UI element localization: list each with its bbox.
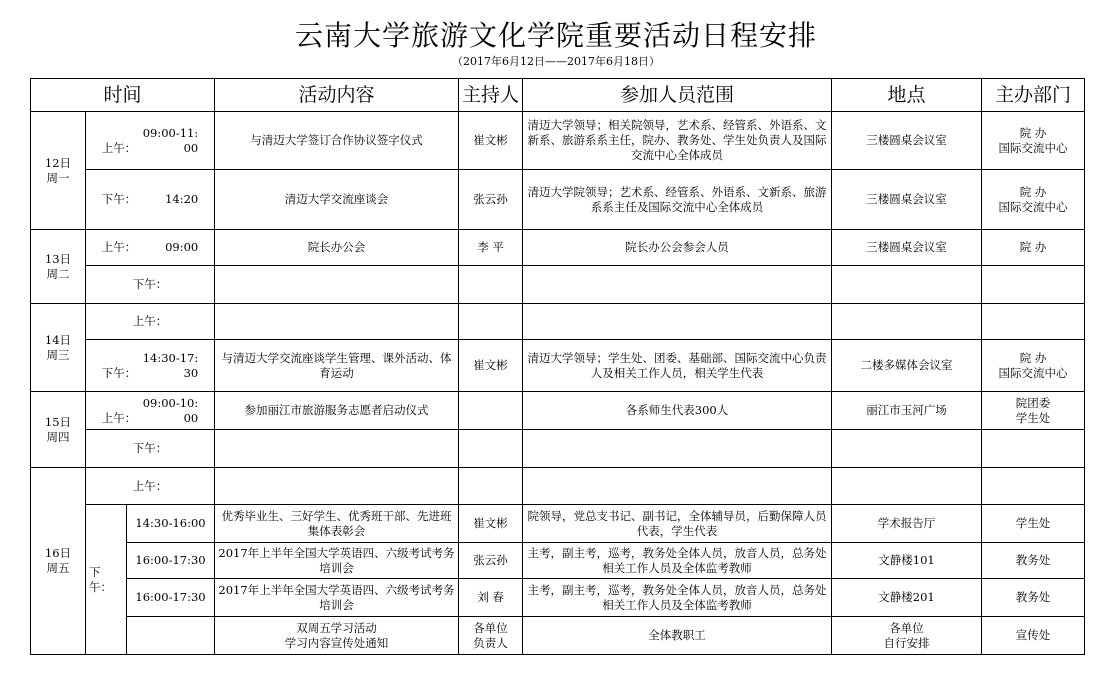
- content-cell: 与清迈大学签订合作协议签字仪式: [215, 112, 459, 170]
- location-cell: [832, 617, 982, 655]
- day-weekday: 周四: [46, 429, 70, 444]
- dept-line: 国际交流中心: [998, 365, 1068, 380]
- participants-cell: 清迈大学领导；学生处、团委、基础部、国际交流中心负责人及相关工作人员，相关学生代表: [523, 340, 832, 392]
- participants-cell: 院长办公会参会人员: [523, 230, 832, 266]
- day-weekday: 周一: [46, 170, 70, 185]
- time-cell: [86, 304, 215, 340]
- location-cell: 文静楼101: [832, 543, 982, 579]
- host-cell: 崔文彬: [459, 505, 523, 543]
- day-weekday: 周三: [46, 347, 70, 362]
- am-label: 上午：: [101, 140, 137, 155]
- participants-cell: 清迈大学院领导；艺术系、经管系、外语系、文新系、旅游系系主任及国际交流中心全体成员: [523, 170, 832, 230]
- content-cell: 2017年上半年全国大学英语四、六级考试考务培训会: [215, 543, 459, 579]
- dept-line: 院 办: [1019, 184, 1047, 199]
- host-cell: 李 平: [459, 230, 523, 266]
- day-cell-15: [31, 392, 86, 468]
- location-cell: 二楼多媒体会议室: [832, 340, 982, 392]
- participants-cell: 主考，副主考，巡考，教务处全体人员，放音人员，总务处相关工作人员及全体监考教师: [523, 579, 832, 617]
- dept-line: 院 办: [1019, 350, 1047, 365]
- day-weekday: 周五: [46, 561, 70, 575]
- host-line: 各单位: [473, 620, 508, 635]
- content-cell: 院长办公会: [215, 230, 459, 266]
- location-cell: 三楼圆桌会议室: [832, 230, 982, 266]
- day-cell-16: [31, 468, 86, 655]
- header-dept: 主办部门: [982, 79, 1085, 112]
- host-line: 负责人: [473, 635, 508, 650]
- location-line: 自行安排: [883, 635, 930, 650]
- dept-line: 国际交流中心: [998, 140, 1068, 155]
- time-value: 09:00-10:00: [142, 395, 199, 425]
- dept-cell: 教务处: [982, 543, 1085, 579]
- dept-cell: 学生处: [982, 505, 1085, 543]
- am-label: 上午：: [132, 314, 168, 328]
- time-cell: 16:00-17:30: [127, 543, 215, 579]
- host-cell: [459, 617, 523, 655]
- day-date: 14日: [44, 332, 72, 347]
- host-cell: 刘 春: [459, 579, 523, 617]
- content-line: 双周五学习活动: [296, 620, 377, 635]
- date-range-subtitle: （2017年6月12日——2017年6月18日）: [452, 55, 660, 68]
- dept-cell: 教务处: [982, 579, 1085, 617]
- content-cell: 2017年上半年全国大学英语四、六级考试考务培训会: [215, 579, 459, 617]
- content-cell: 与清迈大学交流座谈学生管理、课外活动、体育运动: [215, 340, 459, 392]
- schedule-table: [30, 78, 1085, 655]
- dept-line: 院 办: [1019, 125, 1047, 140]
- dept-cell: 院 办: [982, 230, 1085, 266]
- day-date: 16日: [44, 546, 72, 560]
- dept-line: 院团委: [1015, 395, 1051, 410]
- pm-label-cell: [86, 505, 127, 655]
- host-cell: 张云孙: [459, 170, 523, 230]
- dept-cell: [982, 392, 1085, 430]
- participants-cell: 全体教职工: [523, 617, 832, 655]
- header-location: 地点: [832, 79, 982, 112]
- participants-cell: 各系师生代表300人: [523, 392, 832, 430]
- pm-label: 下午：: [89, 564, 112, 594]
- time-cell: 14:30-16:00: [127, 505, 215, 543]
- day-cell-14: [31, 304, 86, 392]
- pm-label: 下午：: [132, 441, 168, 455]
- time-value: 09:00: [165, 240, 199, 254]
- table-row: [31, 543, 1085, 579]
- header-participants: 参加人员范围: [523, 79, 832, 112]
- time-value: 14:20: [165, 192, 199, 206]
- dept-cell: [982, 112, 1085, 170]
- participants-cell: 清迈大学领导；相关院领导，艺术系、经管系、外语系、文新系、旅游系系主任，院办、教务处、学生处负责人及国际交流中心全体成员: [523, 112, 832, 170]
- time-cell: [86, 468, 215, 505]
- table-row: [31, 579, 1085, 617]
- table-row: [31, 266, 1085, 304]
- header-time: 时间: [31, 79, 215, 112]
- dept-line: 学生处: [1015, 410, 1051, 425]
- location-cell: 丽江市玉河广场: [832, 392, 982, 430]
- host-cell: 崔文彬: [459, 112, 523, 170]
- location-cell: 学术报告厅: [832, 505, 982, 543]
- day-cell-12: [31, 112, 86, 230]
- time-cell: [86, 430, 215, 468]
- table-header-row: [31, 79, 1085, 112]
- time-cell: [86, 266, 215, 304]
- table-row: [31, 304, 1085, 340]
- day-date: 12日: [44, 155, 72, 170]
- host-cell: 张云孙: [459, 543, 523, 579]
- participants-cell: 主考，副主考，巡考，教务处全体人员，放音人员，总务处相关工作人员及全体监考教师: [523, 543, 832, 579]
- header-content: 活动内容: [215, 79, 459, 112]
- day-cell-13: [31, 230, 86, 304]
- location-line: 各单位: [889, 620, 924, 635]
- time-value: 14:30-17:30: [142, 350, 199, 380]
- day-date: 13日: [44, 251, 72, 266]
- page-title: 云南大学旅游文化学院重要活动日程安排: [294, 19, 817, 52]
- content-cell: 清迈大学交流座谈会: [215, 170, 459, 230]
- host-cell: 崔文彬: [459, 340, 523, 392]
- table-row: [31, 230, 1085, 266]
- am-label: 上午：: [132, 478, 168, 493]
- pm-label: 下午：: [101, 192, 137, 206]
- content-line: 学习内容宣传处通知: [284, 635, 389, 650]
- table-row: [31, 170, 1085, 230]
- table-row: [31, 112, 1085, 170]
- day-date: 15日: [44, 414, 72, 429]
- dept-cell: 宣传处: [982, 617, 1085, 655]
- content-cell: 优秀毕业生、三好学生、优秀班干部、先进班集体表彰会: [215, 505, 459, 543]
- table-row: [31, 392, 1085, 430]
- location-cell: 三楼圆桌会议室: [832, 112, 982, 170]
- time-cell: [86, 340, 215, 392]
- table-row: [31, 340, 1085, 392]
- dept-line: 国际交流中心: [998, 199, 1068, 214]
- content-cell: 参加丽江市旅游服务志愿者启动仪式: [215, 392, 459, 430]
- time-cell: [86, 112, 215, 170]
- table-row: [31, 617, 1085, 655]
- time-value: 09:00-11:00: [142, 125, 199, 155]
- participants-cell: 院领导，党总支书记、副书记，全体辅导员，后勤保障人员代表，学生代表: [523, 505, 832, 543]
- location-cell: 三楼圆桌会议室: [832, 170, 982, 230]
- day-weekday: 周二: [46, 266, 70, 281]
- time-cell: [86, 230, 215, 266]
- pm-label: 下午：: [101, 365, 137, 380]
- dept-cell: [982, 340, 1085, 392]
- content-cell: [215, 617, 459, 655]
- dept-cell: [982, 170, 1085, 230]
- pm-label: 下午：: [132, 277, 168, 291]
- am-label: 上午：: [101, 240, 137, 254]
- table-row: [31, 505, 1085, 543]
- table-row: [31, 430, 1085, 468]
- am-label: 上午：: [101, 410, 137, 425]
- header-host: 主持人: [459, 79, 523, 112]
- location-cell: 文静楼201: [832, 579, 982, 617]
- time-cell: 16:00-17:30: [127, 579, 215, 617]
- time-cell: [86, 170, 215, 230]
- time-cell: [86, 392, 215, 430]
- table-row: [31, 468, 1085, 505]
